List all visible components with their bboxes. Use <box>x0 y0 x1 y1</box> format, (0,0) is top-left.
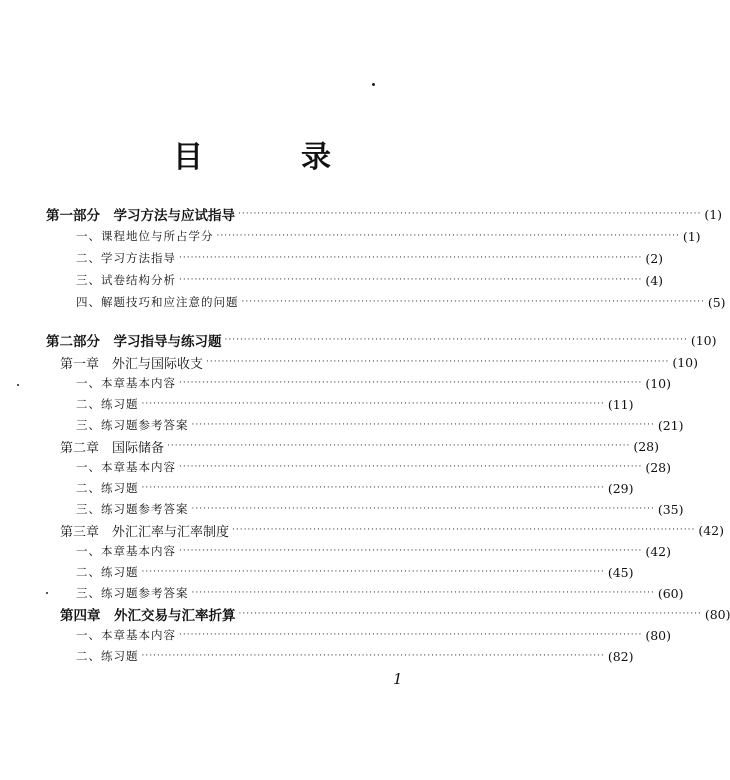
toc-entry-page: (45) <box>607 564 634 580</box>
scan-speck <box>17 384 19 386</box>
leader-dots: ························································································································ <box>167 441 631 451</box>
toc-entry-page: (28) <box>645 459 671 475</box>
toc-entry-label: 三、练习题参考答案 <box>76 418 189 432</box>
toc-entry[interactable] <box>76 562 634 582</box>
leader-dots: ························································································································ <box>179 462 643 472</box>
toc-entry-page: (11) <box>607 396 634 412</box>
toc-entry[interactable] <box>76 625 671 645</box>
leader-dots: ························································································································ <box>179 253 643 263</box>
leader-dots: ························································································································ <box>238 609 702 619</box>
page-number: 1 <box>393 670 403 688</box>
toc-entry[interactable] <box>76 478 634 498</box>
toc-entry[interactable] <box>76 292 726 312</box>
toc-entry-page: (42) <box>645 543 671 559</box>
toc-entry-label: 第一章 外汇与国际收支 <box>60 356 204 372</box>
toc-entry-page: (21) <box>657 417 684 433</box>
toc-entry-label: 第一部分 学习方法与应试指导 <box>46 208 235 224</box>
toc-entry[interactable] <box>76 457 671 477</box>
toc-entry-label: 一、本章基本内容 <box>76 460 176 474</box>
toc-entry-page: (28) <box>633 438 659 454</box>
leader-dots: ························································································································ <box>179 378 643 388</box>
toc-entry-page: (29) <box>607 480 634 496</box>
toc-entry-page: (5) <box>707 294 726 310</box>
toc-entry[interactable] <box>60 436 659 456</box>
leader-dots: ························································································································ <box>191 588 655 598</box>
toc-entry-label: 第三章 外汇汇率与汇率制度 <box>60 524 230 540</box>
toc-entry[interactable] <box>76 646 634 666</box>
leader-dots: ························································································································ <box>141 651 605 661</box>
toc-entry[interactable] <box>60 520 724 540</box>
leader-dots: ························································································································ <box>179 546 643 556</box>
toc-entry-page: (80) <box>645 627 671 643</box>
leader-dots: ························································································································ <box>232 525 696 535</box>
leader-dots: ························································································································ <box>191 420 655 430</box>
toc-entry-label: 二、练习题 <box>76 649 139 663</box>
toc-entry-label: 第四章 外汇交易与汇率折算 <box>60 608 236 624</box>
toc-entry-page: (10) <box>645 375 671 391</box>
toc-entry-page: (60) <box>657 585 684 601</box>
toc-entry[interactable] <box>76 499 684 519</box>
toc-entry-label: 一、本章基本内容 <box>76 628 176 642</box>
leader-dots: ························································································································ <box>238 209 702 219</box>
toc-entry-label: 三、练习题参考答案 <box>76 586 189 600</box>
toc-entry-page: (42) <box>698 522 724 538</box>
toc-entry[interactable] <box>76 248 664 268</box>
toc-entry-page: (4) <box>645 272 664 288</box>
toc-entry-label: 一、本章基本内容 <box>76 376 176 390</box>
toc-entry-page: (2) <box>645 250 664 266</box>
toc-entry[interactable] <box>60 352 698 372</box>
leader-dots: ························································································································ <box>206 357 670 367</box>
leader-dots: ························································································································ <box>141 483 605 493</box>
toc-entry-label: 二、学习方法指导 <box>76 251 176 265</box>
leader-dots: ························································································································ <box>179 275 643 285</box>
page-title: 目 录 <box>173 140 365 175</box>
leader-dots: ························································································································ <box>179 630 643 640</box>
leader-dots: ························································································································ <box>191 504 655 514</box>
scan-speck <box>372 83 375 86</box>
toc-entry-page: (10) <box>690 332 717 348</box>
toc-entry-label: 三、练习题参考答案 <box>76 502 189 516</box>
leader-dots: ························································································································ <box>241 297 705 307</box>
toc-entry-page: (82) <box>607 648 634 664</box>
toc-entry[interactable] <box>76 226 701 246</box>
toc-entry[interactable] <box>76 373 671 393</box>
toc-entry[interactable] <box>76 270 664 290</box>
toc-entry-label: 第二章 国际储备 <box>60 440 165 456</box>
leader-dots: ························································································································ <box>141 567 605 577</box>
toc-entry-page: (80) <box>704 606 730 622</box>
toc-entry-label: 一、课程地位与所占学分 <box>76 229 214 243</box>
toc-entry-label: 一、本章基本内容 <box>76 544 176 558</box>
toc-entry-page: (35) <box>657 501 684 517</box>
toc-entry-label: 二、练习题 <box>76 565 139 579</box>
leader-dots: ························································································································ <box>141 399 605 409</box>
toc-entry-page: (1) <box>682 228 701 244</box>
leader-dots: ························································································································ <box>224 335 688 345</box>
toc-entry[interactable] <box>76 541 671 561</box>
toc-entry[interactable] <box>46 330 717 350</box>
leader-dots: ························································································································ <box>216 231 680 241</box>
toc-entry-page: (10) <box>672 354 698 370</box>
toc-entry-label: 第二部分 学习指导与练习题 <box>46 334 222 350</box>
toc-entry-page: (1) <box>704 206 723 222</box>
toc-entry-label: 二、练习题 <box>76 481 139 495</box>
toc-entry[interactable] <box>76 415 684 435</box>
toc-entry[interactable] <box>76 394 634 414</box>
toc-entry-label: 三、试卷结构分析 <box>76 273 176 287</box>
toc-entry-label: 四、解题技巧和应注意的问题 <box>76 295 239 309</box>
toc-entry-label: 二、练习题 <box>76 397 139 411</box>
toc-entry[interactable] <box>46 204 723 224</box>
toc-entry[interactable] <box>60 604 730 624</box>
scan-speck <box>46 592 48 594</box>
toc-entry[interactable] <box>76 583 684 603</box>
